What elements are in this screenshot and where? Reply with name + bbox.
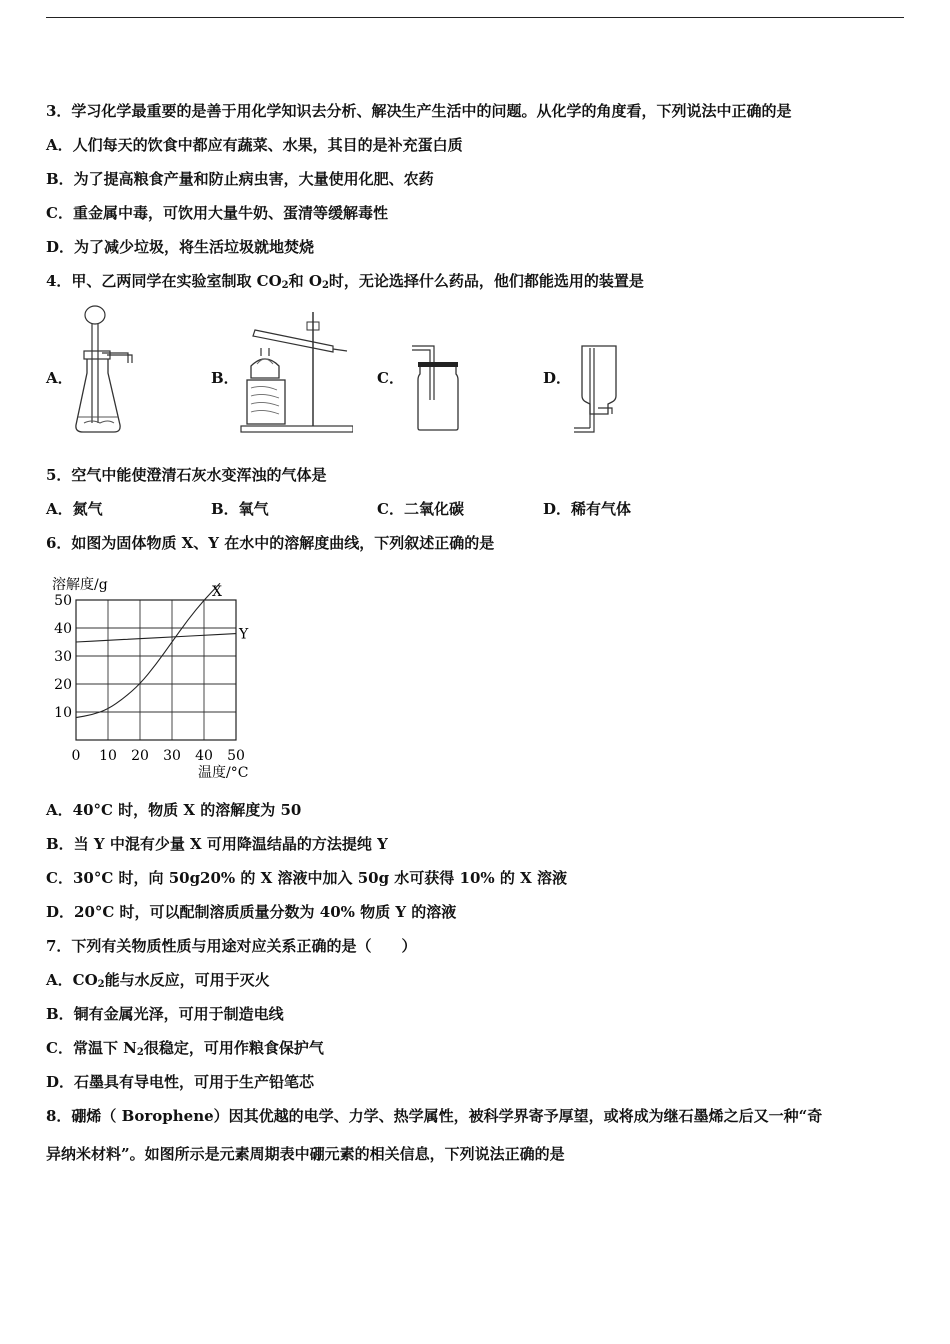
q4-option-d-label: D． [543, 369, 572, 387]
series-y-label: Y [239, 626, 249, 643]
q5-stem: 5．空气中能使澄清石灰水变浑浊的气体是 [46, 466, 327, 484]
apparatus-a-flask-funnel-figure [70, 305, 140, 437]
chart-tick-labels [54, 593, 245, 764]
q3-option-a: A．人们每天的饮食中都应有蔬菜、水果，其目的是补充蛋白质 [46, 136, 463, 154]
q3-option-d: D．为了减少垃圾，将生活垃圾就地焚烧 [46, 238, 315, 256]
q6-option-d: D．20°C 时，可以配制溶质质量分数为 40% 物质 Y 的溶液 [46, 903, 457, 921]
q4-stem: 4．甲、乙两同学在实验室制取 $CO_2$和 $O_2$时，无论选择什么药品，他们都能选用的装置是 [46, 272, 644, 291]
q3-option-c: C．重金属中毒，可饮用大量牛奶、蛋清等缓解毒性 [46, 204, 388, 222]
q5-option-b: B．氧气 [211, 500, 269, 518]
chart-xlabel: 温度/°C [198, 765, 249, 781]
y-tick-label: 20 [54, 677, 72, 693]
apparatus-d-inverted-bottle-figure [568, 342, 628, 434]
q5-option-a: A．氮气 [46, 500, 103, 518]
chart-plot-frame [76, 600, 236, 740]
series-x-curve [76, 583, 220, 717]
x-tick-label: 10 [99, 748, 117, 764]
q8-stem-line1: 8．硼烯（ Borophene）因其优越的电学、力学、热学属性，被科学界寄予厚望，或将成为继石墨烯之后又一种“奇 [46, 1107, 823, 1125]
q8-stem-line2: 异纳米材料”。如图所示是元素周期表中硼元素的相关信息，下列说法正确的是 [46, 1145, 565, 1163]
q3-option-b: B．为了提高粮食产量和防止病虫害，大量使用化肥、农药 [46, 170, 434, 188]
x-tick-label: 30 [163, 748, 181, 764]
apparatus-b-heated-tube-figure [233, 308, 353, 434]
chart-ylabel: 溶解度/g [52, 577, 108, 593]
x-tick-label: 50 [227, 748, 245, 764]
q3-stem: 3．学习化学最重要的是善于用化学知识去分析、解决生产生活中的问题。从化学的角度看，下列说法中正确的是 [46, 102, 792, 120]
q7-option-c: C．常温下 $N_2$很稳定，可用作粮食保护气 [46, 1039, 324, 1058]
q5-option-d: D．稀有气体 [543, 500, 632, 518]
chart-grid [76, 600, 236, 740]
q6-option-a: A．40°C 时，物质 X 的溶解度为 50 [46, 801, 302, 819]
y-tick-label: 50 [54, 593, 72, 609]
q4-option-b-label: B． [211, 369, 239, 387]
solubility-chart [40, 568, 270, 783]
apparatus-c-gas-bottle-figure [404, 340, 468, 434]
q7-stem: 7．下列有关物质性质与用途对应关系正确的是（ ） [46, 937, 417, 955]
q7-option-a: A．$CO_2$能与水反应，可用于灭火 [46, 971, 270, 990]
series-x-label: X [212, 584, 222, 600]
q6-stem: 6．如图为固体物质 X、Y 在水中的溶解度曲线，下列叙述正确的是 [46, 534, 495, 552]
series-y-curve [76, 634, 236, 642]
y-tick-label: 30 [54, 649, 72, 665]
q4-option-a-label: A． [46, 369, 73, 387]
q7-option-b: B．铜有金属光泽，可用于制造电线 [46, 1005, 284, 1023]
q5-option-c: C．二氧化碳 [377, 500, 464, 518]
y-tick-label: 10 [54, 705, 72, 721]
q6-option-b: B．当 Y 中混有少量 X 可用降温结晶的方法提纯 Y [46, 835, 388, 853]
y-tick-label: 40 [54, 621, 72, 637]
q6-option-c: C．30°C 时，向 50g20% 的 X 溶液中加入 50g 水可获得 10% 的 X 溶液 [46, 869, 567, 887]
header-rule [46, 17, 904, 18]
q7-option-d: D．石墨具有导电性，可用于生产铅笔芯 [46, 1073, 315, 1091]
x-tick-label: 20 [131, 748, 149, 764]
q4-option-c-label: C． [377, 369, 404, 387]
x-tick-label: 40 [195, 748, 213, 764]
x-tick-label: 0 [71, 748, 81, 764]
